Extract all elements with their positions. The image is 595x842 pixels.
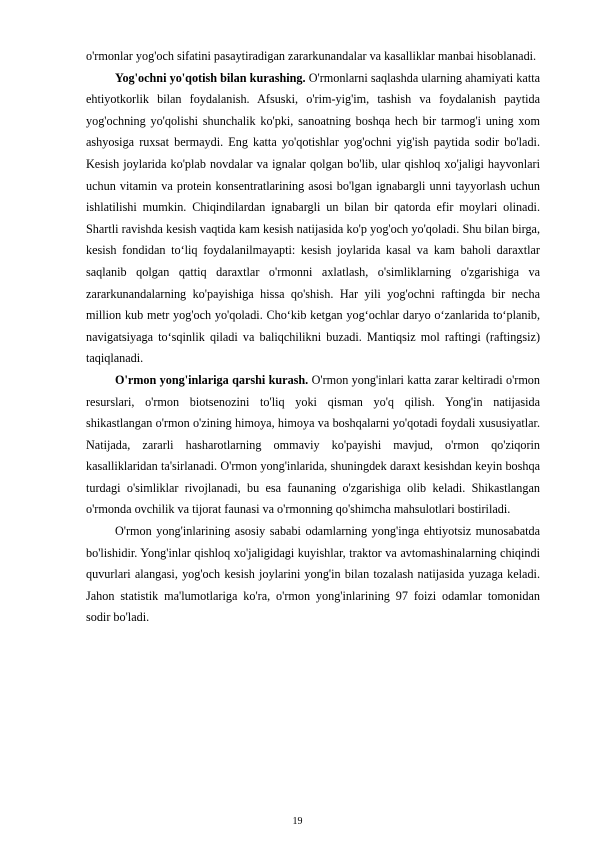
page-body: [86, 46, 540, 629]
paragraph-wood-loss: [86, 68, 540, 370]
paragraph-text: O'rmonlarni saqlashda ularning ahamiyati katta ehtiyotkorlik bilan foydalanish. Afsuski, o'rim-yig'im, tashish va foydalanish paytida yog'ochning yo'qolishi shunchalik ko'pki, sanoatning boshqa hech bir tarmog'i uning xom ashyosiga ruxsat bermaydi. Eng katta yo'qotishlar yog'ochni yig'ish paytida sodir bo'ladi. Kesish joylarida ko'plab novdalar va ignalar qolgan bo'lib, ular qishloq xo'jaligi hayvonlari uchun vitamin va protein konsentratlarining asosi bo'lgan ignabargli unni tayyorlash uchun ishlatilishi mumkin. Chiqindilardan ignabargli un bilan bir qatorda efir moylari olinadi. Shartli ravishda kesish vaqtida kam kesish natijasida ko'p yog'och yo'qoladi. Shu bilan birga, kesish fondidan to‘liq foydalanilmayapti: kesish joylarida kasal va kam baholi daraxtlar saqlanib qolgan qattiq daraxtlar o'rmonni axlatlash, o'simliklarning o'zgarishiga va zararkunandalarning ko'payishiga hissa qo'shish. Har yili yog'ochni raftingda bir necha million kub metr yog'och yo'qoladi. Cho‘kib ketgan yog‘ochlar daryo o‘zanlarida to‘planib, navigatsiyaga to‘sqinlik qiladi va baliqchilikni buzadi. Mantiqsiz mol raftingi (raftingsiz) taqiqlanadi.: [86, 70, 541, 366]
paragraph-text: o'rmonlar yog'och sifatini pasaytiradigan zararkunandalar va kasalliklar manbai hisoblanadi.: [86, 49, 537, 63]
paragraph-fire-causes: [86, 521, 540, 629]
section-heading-wood-loss: Yog'ochni yo'qotish bilan kurashing.: [115, 70, 306, 85]
page-number: 19: [292, 816, 303, 827]
paragraph-continuation: [86, 46, 540, 68]
paragraph-forest-fires: [86, 370, 540, 521]
section-heading-forest-fires: O'rmon yong'inlariga qarshi kurash.: [115, 372, 309, 387]
paragraph-text: O'rmon yong'inlarining asosiy sababi odamlarning yong'inga ehtiyotsiz munosabatda bo'lishidir. Yong'inlar qishloq xo'jaligidagi kuyishlar, traktor va avtomashinalarning chiqindi quvurlari alangasi, yog'och kesish joylarini yong'in bilan tozalash natijasida yuzaga keladi. Jahon statistik ma'lumotlariga ko'ra, o'rmon yong'inlarining 97 foizi odamlar tomonidan sodir bo'ladi.: [86, 524, 540, 625]
paragraph-text: O'rmon yong'inlari katta zarar keltiradi o'rmon resurslari, o'rmon biotsenozini to'liq yoki qisman yo'q qilish. Yong'in natijasida shikastlangan o'rmon o'zining himoya, himoya va boshqalarni yo'qotadi foydali xususiyatlar. Natijada, zararli hasharotlarning ommaviy ko'payishi mavjud, o'rmon qo'ziqorin kasalliklaridan ta'sirlanadi. O'rmon yong'inlarida, shuningdek daraxt kesishdan keyin boshqa turdagi o'simliklar rivojlanadi, bu esa faunaning o'zgarishiga olib keladi. Shikastlangan o'rmonda ovchilik va tijorat faunasi va o'rmonning qo'shimcha mahsulotlari bostiriladi.: [86, 372, 540, 517]
